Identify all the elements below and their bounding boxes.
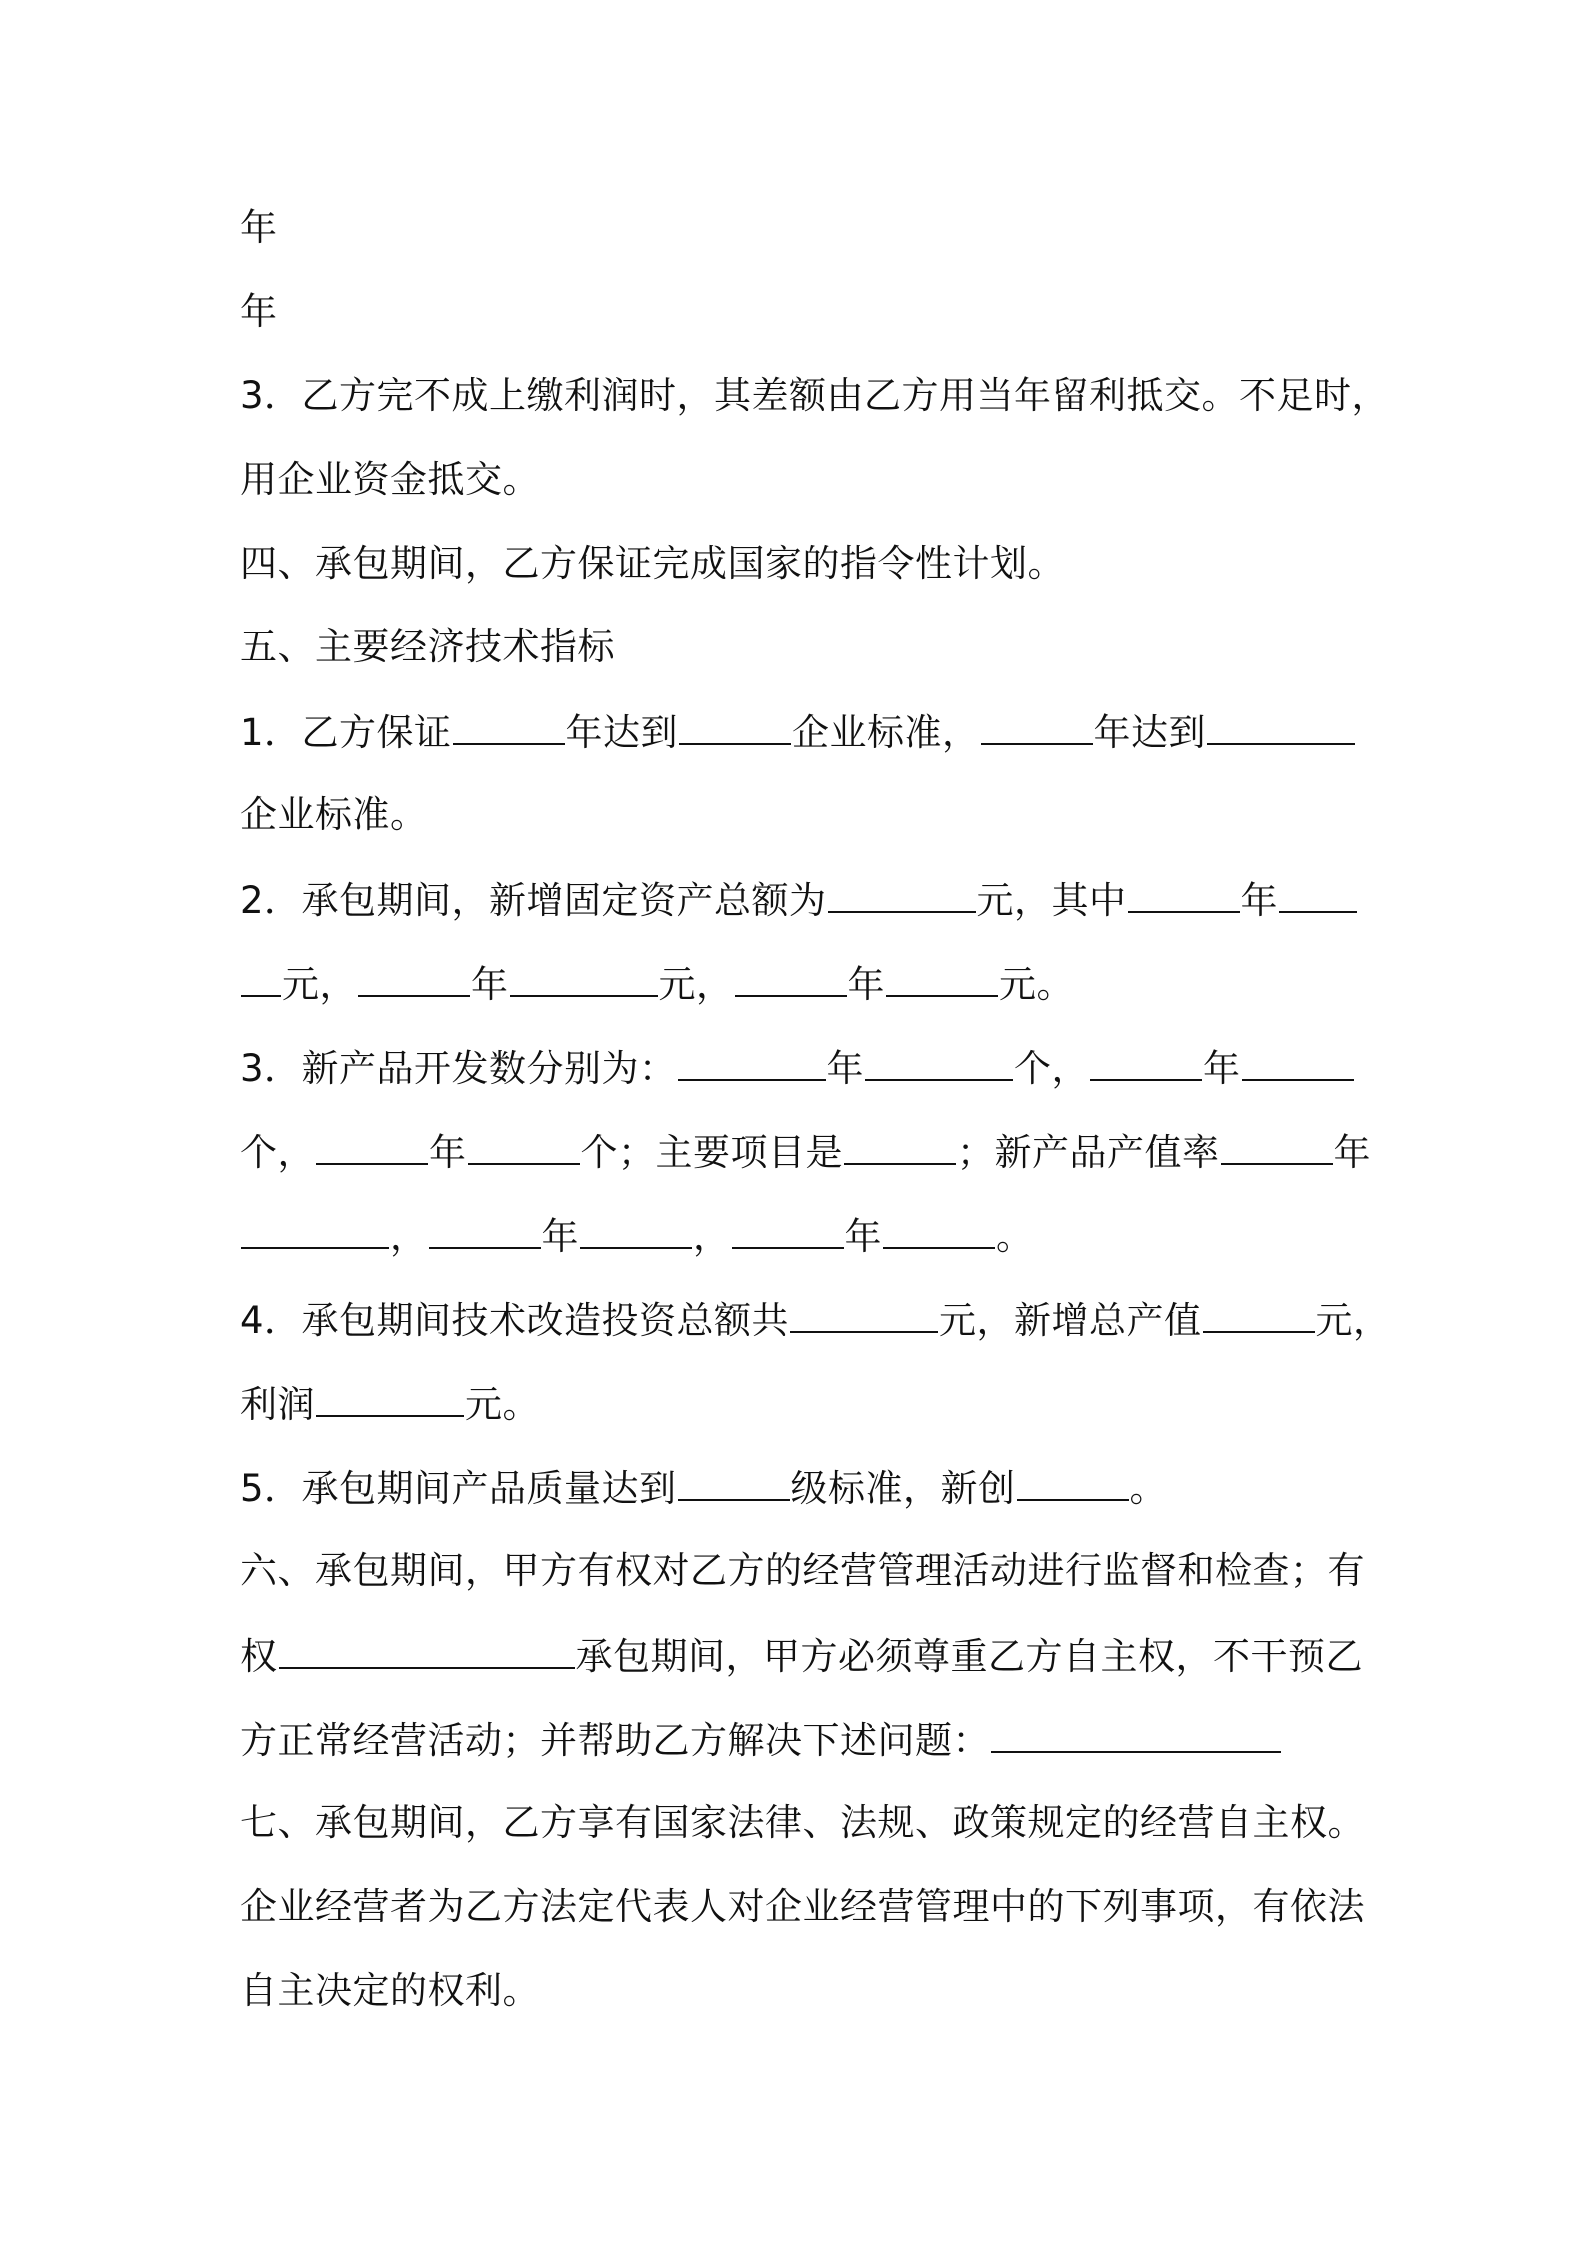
item-2-fixed-assets — [240, 877, 1358, 923]
section-7-heading — [240, 1801, 1365, 1845]
text-span: 企业标准， — [792, 711, 980, 754]
text-span: 四、承包期间，乙方保证完成国家的指令性计划。 — [240, 542, 1065, 585]
text-span: 企业经营者为乙方法定代表人对企业经营管理中的下列事项，有依法 — [240, 1885, 1365, 1928]
item-2-continuation — [240, 961, 1074, 1007]
text-span: 年 — [429, 1131, 467, 1174]
text-span: 。 — [1129, 1467, 1168, 1510]
text-span: 年 — [1203, 1047, 1241, 1090]
clause-3-profit-shortfall — [240, 374, 1389, 418]
blank-field[interactable] — [1017, 1465, 1129, 1501]
text-span: 用企业资金抵交。 — [240, 458, 540, 501]
section-5-heading — [240, 625, 615, 669]
text-span: 4．承包期间技术改造投资总额共 — [240, 1299, 790, 1342]
blank-field[interactable] — [1221, 1129, 1333, 1165]
text-span: 2．承包期间，新增固定资产总额为 — [240, 879, 827, 922]
text-span: 个；主要项目是 — [580, 1131, 843, 1174]
blank-field[interactable] — [678, 1465, 790, 1501]
text-span: 年 — [844, 1215, 882, 1258]
text-span: 权 — [240, 1635, 278, 1678]
text-span: ， — [693, 1215, 731, 1258]
section-7-continuation-2 — [240, 1969, 540, 2013]
blank-field[interactable] — [1128, 877, 1240, 913]
text-span: 3．新产品开发数分别为： — [240, 1047, 677, 1090]
text-span: 年 — [847, 963, 885, 1006]
blank-field[interactable] — [844, 1129, 956, 1165]
blank-field[interactable] — [679, 709, 791, 745]
blank-field[interactable] — [1203, 1297, 1315, 1333]
section-6-heading — [240, 1549, 1365, 1593]
blank-field[interactable] — [790, 1297, 938, 1333]
clause-3-continuation — [240, 458, 540, 502]
item-4-tech-investment — [240, 1297, 1391, 1343]
blank-field[interactable] — [468, 1129, 580, 1165]
text-span: 元，新增总产值 — [939, 1299, 1202, 1342]
text-span: 七、承包期间，乙方享有国家法律、法规、政策规定的经营自主权。 — [240, 1801, 1365, 1844]
item-5-quality — [240, 1465, 1167, 1511]
blank-field[interactable] — [241, 1213, 389, 1249]
blank-field[interactable] — [316, 1381, 464, 1417]
text-span: 利润 — [240, 1383, 315, 1426]
text-span: 年 — [826, 1047, 865, 1090]
blank-field[interactable] — [1279, 877, 1357, 913]
text-span: 方正常经营活动；并帮助乙方解决下述问题： — [240, 1719, 990, 1762]
text-span: 承包期间，甲方必须尊重乙方自主权，不干预乙 — [575, 1635, 1363, 1678]
text-span: 元。 — [999, 963, 1074, 1006]
blank-field[interactable] — [981, 709, 1093, 745]
text-span: 企业标准。 — [240, 793, 428, 836]
blank-field[interactable] — [358, 961, 470, 997]
blank-field[interactable] — [991, 1717, 1281, 1753]
text-span: 元，其中 — [976, 879, 1127, 922]
blank-field[interactable] — [316, 1129, 428, 1165]
item-3-continuation-2 — [240, 1213, 1034, 1259]
section-6-continuation-2 — [240, 1717, 1282, 1763]
text-span: ， — [390, 1215, 428, 1258]
text-span: 3．乙方完不成上缴利润时，其差额由乙方用当年留利抵交。不足时， — [240, 374, 1390, 417]
blank-field[interactable] — [279, 1633, 575, 1669]
item-1-standards — [240, 709, 1356, 755]
text-span: 元， — [1315, 1299, 1391, 1342]
item-1-continuation — [240, 793, 428, 837]
text-span: 元， — [658, 963, 734, 1006]
text-span: 五、主要经济技术指标 — [240, 625, 615, 668]
blank-field[interactable] — [429, 1213, 541, 1249]
text-span: 年 — [1240, 879, 1279, 922]
section-4-heading — [240, 542, 1065, 586]
blank-field[interactable] — [735, 961, 847, 997]
text-span: 个， — [1014, 1047, 1090, 1090]
item-3-continuation-1 — [240, 1129, 1371, 1175]
text-span: 5．承包期间产品质量达到 — [240, 1467, 677, 1510]
blank-field[interactable] — [580, 1213, 692, 1249]
text-span: 年达到 — [1093, 711, 1207, 754]
text-span: 级标准，新创 — [790, 1467, 1016, 1510]
blank-field[interactable] — [241, 961, 281, 997]
blank-field[interactable] — [886, 961, 998, 997]
text-span: ；新产品产值率 — [957, 1131, 1220, 1174]
text-span: 1．乙方保证 — [240, 711, 452, 754]
item-4-continuation — [240, 1381, 540, 1427]
blank-field[interactable] — [732, 1213, 844, 1249]
text-span: 。 — [996, 1215, 1034, 1258]
text-span: 个， — [240, 1131, 315, 1174]
text-span: 年 — [1333, 1131, 1371, 1174]
section-6-continuation-1 — [240, 1633, 1363, 1679]
text-span: 年 — [541, 1215, 579, 1258]
text-line-year-1 — [240, 206, 278, 250]
text-span: 年 — [471, 963, 509, 1006]
text-span: 自主决定的权利。 — [240, 1969, 540, 2012]
blank-field[interactable] — [453, 709, 565, 745]
text-line-year-2 — [240, 290, 278, 334]
blank-field[interactable] — [865, 1045, 1013, 1081]
text-span: 元， — [282, 963, 357, 1006]
text-span: 年 — [240, 206, 278, 249]
text-span: 六、承包期间，甲方有权对乙方的经营管理活动进行监督和检查；有 — [240, 1549, 1365, 1592]
blank-field[interactable] — [1090, 1045, 1202, 1081]
blank-field[interactable] — [510, 961, 658, 997]
item-3-new-products — [240, 1045, 1355, 1091]
blank-field[interactable] — [883, 1213, 995, 1249]
text-span: 年达到 — [565, 711, 679, 754]
blank-field[interactable] — [828, 877, 976, 913]
blank-field[interactable] — [678, 1045, 826, 1081]
blank-field[interactable] — [1242, 1045, 1354, 1081]
text-span: 元。 — [465, 1383, 540, 1426]
text-span: 年 — [240, 290, 278, 333]
blank-field[interactable] — [1207, 709, 1355, 745]
section-7-continuation-1 — [240, 1885, 1365, 1929]
